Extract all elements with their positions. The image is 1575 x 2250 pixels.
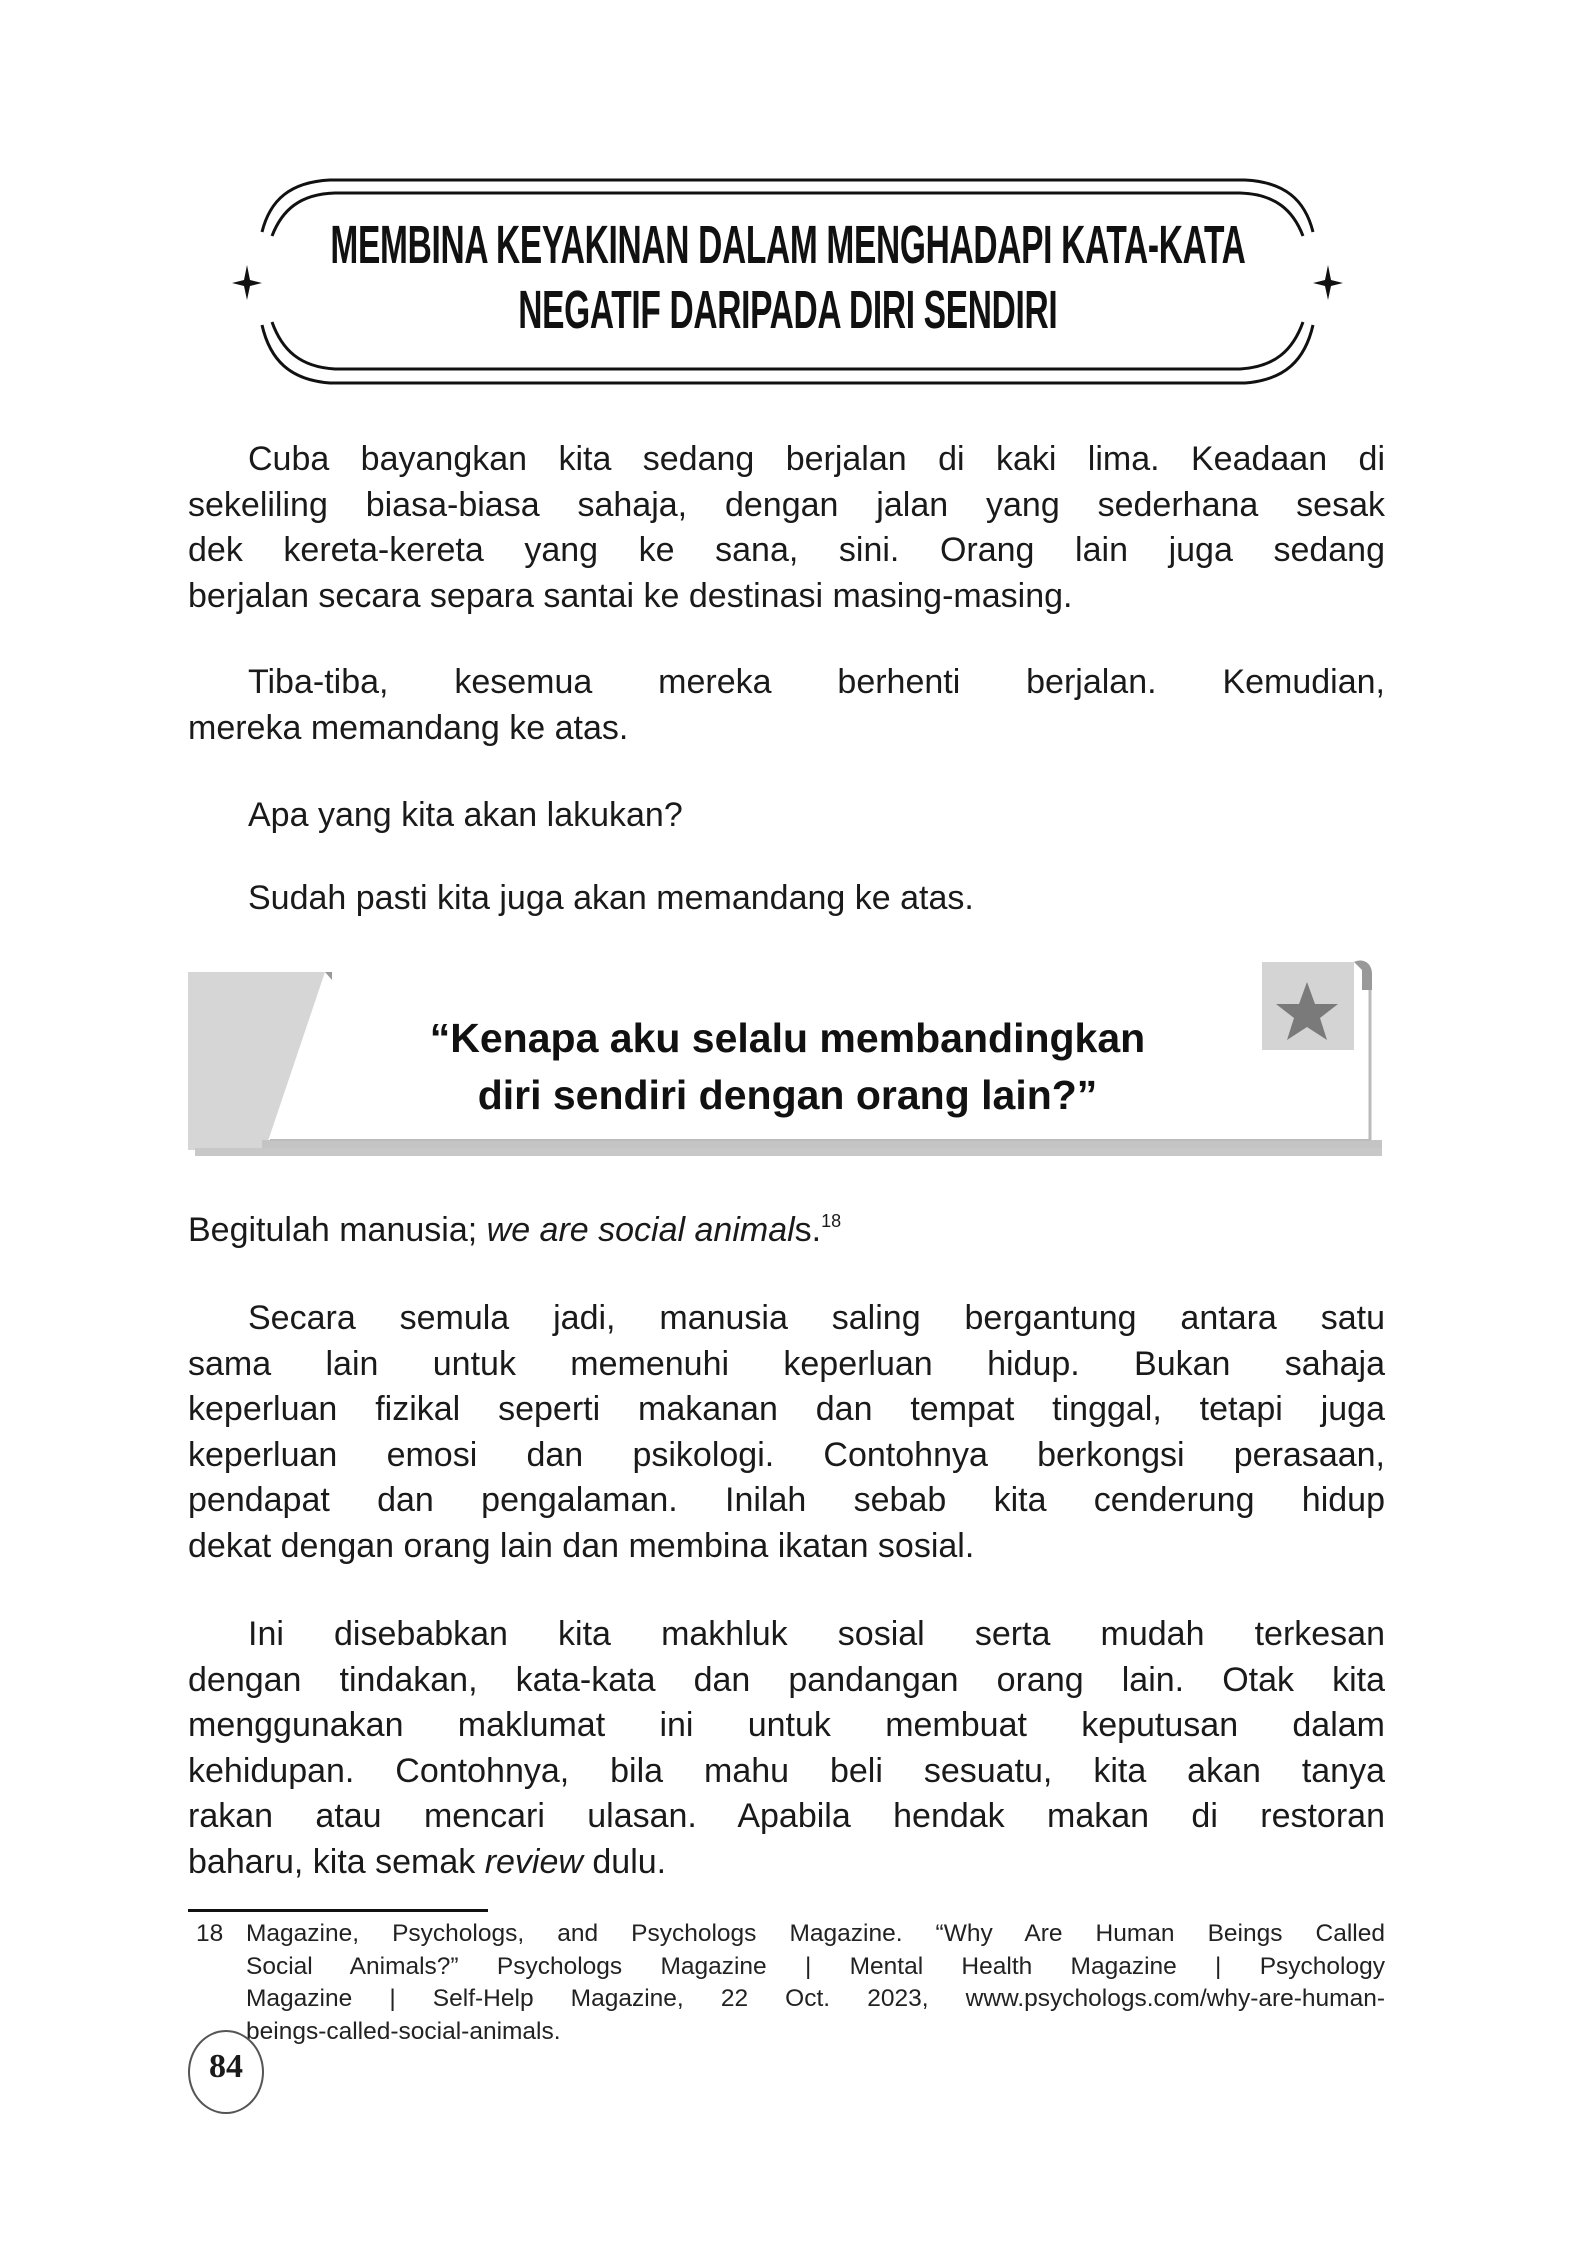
text-line: sama lain untuk memenuhi keperluan hidup. Bukan sahaja <box>188 1344 1385 1383</box>
footnote-number: 18 <box>196 1920 224 1947</box>
body-paragraph-2 <box>188 1612 1385 1885</box>
text-line: pendapat dan pengalaman. Inilah sebab kita cenderung hidup <box>188 1481 1385 1519</box>
text-line: dek kereta-kereta yang ke sana, sini. Orang lain juga sedang <box>188 531 1385 569</box>
text-line: keperluan emosi dan psikologi. Contohnya berkongsi perasaan, <box>188 1435 1385 1474</box>
footnote-line: Social Animals?” Psychologs Magazine | Mental Health Magazine | Psychology <box>246 1952 1385 1980</box>
text-line: kehidupan. Contohnya, bila mahu beli sesuatu, kita akan tanya <box>188 1751 1385 1790</box>
intro-paragraph-2 <box>188 660 1385 751</box>
title-frame <box>0 0 1575 420</box>
footnote-reference[interactable]: 18 <box>821 1211 842 1231</box>
text-line: Apa yang kita akan lakukan? <box>248 796 683 834</box>
chapter-title-line-1: MEMBINA KEYAKINAN DALAM MENGHADAPI KATA-KATA <box>329 215 1246 275</box>
text-line: Tiba-tiba, kesemua mereka berhenti berjalan. Kemudian, <box>248 663 1385 701</box>
footnote-line: Magazine, Psychologs, and Psychologs Magazine. “Why Are Human Beings Called <box>246 1920 1385 1947</box>
text-line: Secara semula jadi, manusia saling bergantung antara satu <box>248 1299 1385 1337</box>
intro-paragraph-1 <box>188 437 1385 619</box>
text-line: keperluan fizikal seperti makanan dan tempat tinggal, tetapi juga <box>188 1390 1385 1428</box>
callout-quote-line-2: diri sendiri dengan orang lain?” <box>477 1072 1098 1118</box>
text: Begitulah manusia; <box>188 1211 487 1249</box>
text-line: sekeliling biasa-biasa sahaja, dengan jalan yang sederhana sesak <box>188 485 1385 524</box>
italic-text: we are social animal <box>486 1211 795 1249</box>
text-line: Ini disebabkan kita makhluk sosial serta mudah terkesan <box>248 1615 1385 1653</box>
footnote-line[interactable]: Magazine | Self-Help Magazine, 22 Oct. 2023, www.psychologs.com/why-are-human- <box>246 1985 1385 2012</box>
chapter-title-line-2: NEGATIF DARIPADA DIRI SENDIRI <box>517 280 1058 340</box>
intro-paragraph-3 <box>188 793 1385 839</box>
text-line: Cuba bayangkan kita sedang berjalan di kaki lima. Keadaan di <box>248 440 1385 478</box>
text: baharu, kita semak <box>188 1842 485 1881</box>
page-number: 84 <box>209 2048 243 2085</box>
text-line: dekat dengan orang lain dan membina ikatan sosial. <box>188 1526 975 1565</box>
intro-paragraph-4 <box>188 876 1385 922</box>
text-line: mereka memandang ke atas. <box>188 708 629 747</box>
footnote <box>188 1918 1385 2048</box>
callout-quote-line-1: “Kenapa aku selalu membandingkan <box>429 1015 1146 1061</box>
lead-sentence <box>188 1208 1385 1254</box>
text: s. <box>794 1211 822 1249</box>
text-line: dengan tindakan, kata-kata dan pandangan orang lain. Otak kita <box>188 1660 1385 1699</box>
text-line: rakan atau mencari ulasan. Apabila hendak makan di restoran <box>188 1797 1385 1835</box>
body-paragraph-1 <box>188 1296 1385 1569</box>
text-line: Sudah pasti kita juga akan memandang ke atas. <box>248 879 974 917</box>
footnote-line[interactable]: beings-called-social-animals. <box>246 2017 561 2045</box>
text-line: menggunakan maklumat ini untuk membuat keputusan dalam <box>188 1706 1385 1744</box>
text: dulu. <box>582 1842 667 1881</box>
text-line: berjalan secara separa santai ke destinasi masing-masing. <box>188 576 1073 615</box>
italic-text: review <box>484 1842 583 1881</box>
footnote-rule <box>188 1909 488 1912</box>
